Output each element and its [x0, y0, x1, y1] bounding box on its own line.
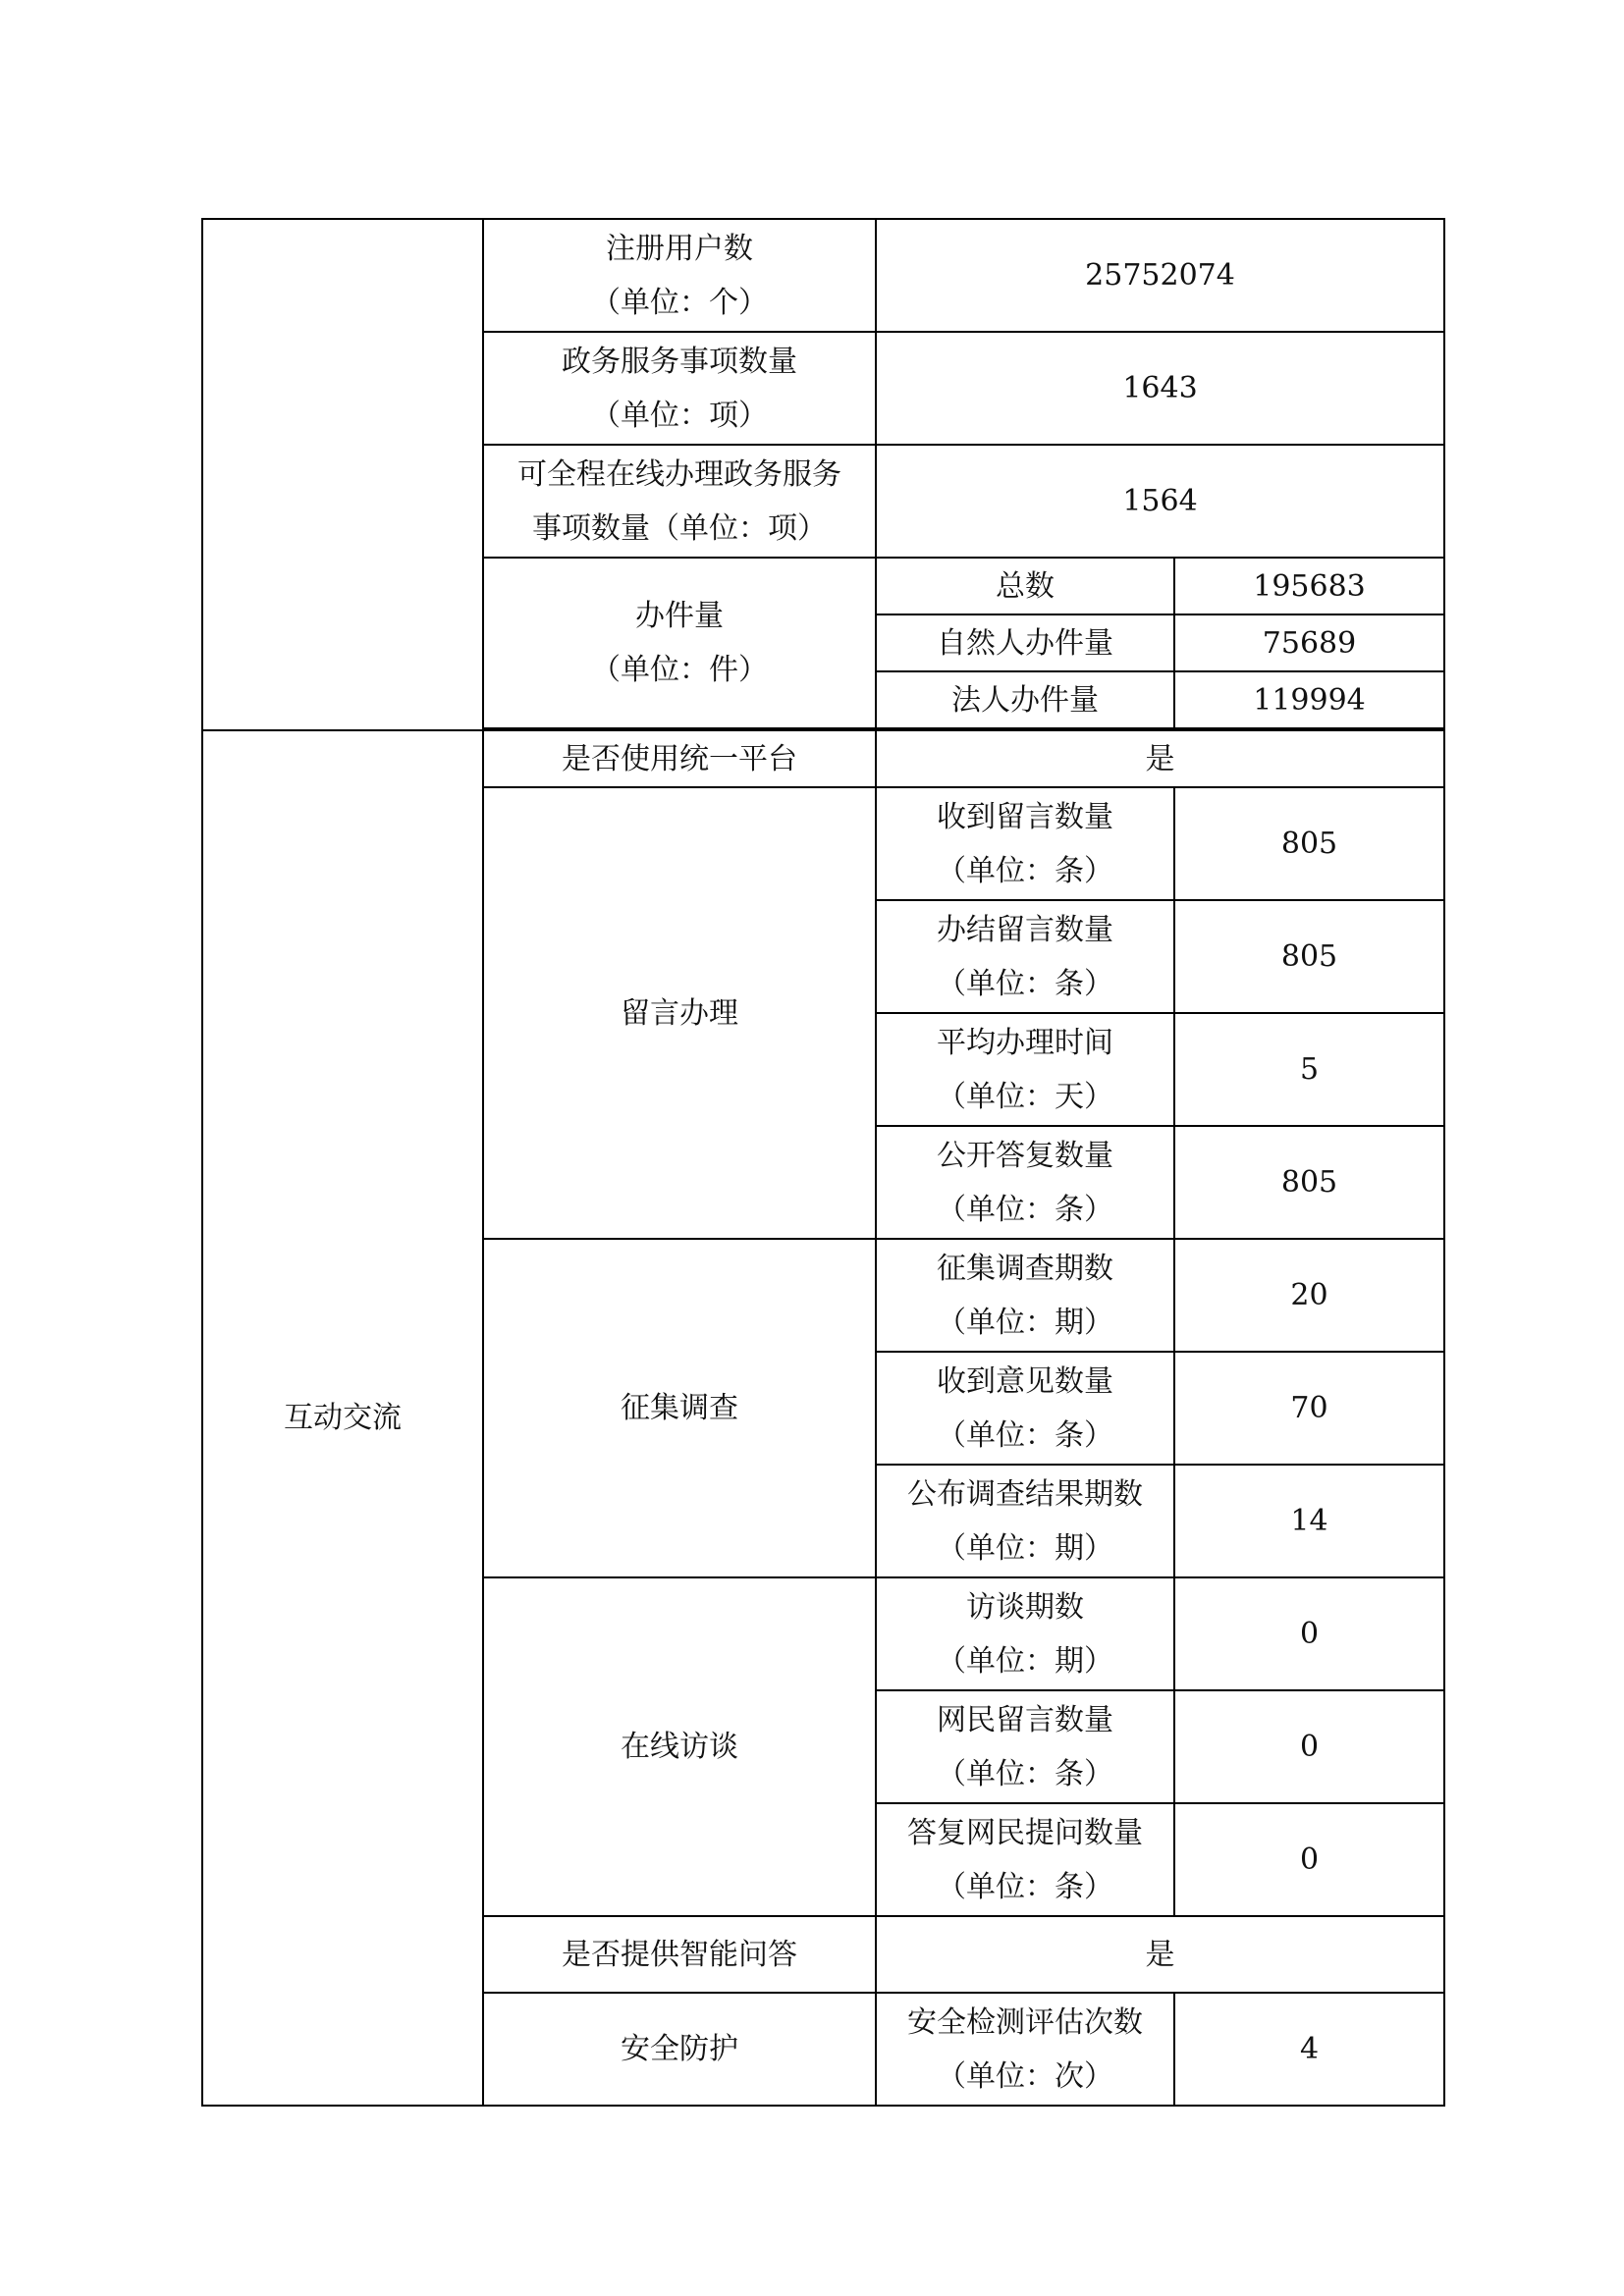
messages-label: 留言办理 [483, 787, 876, 1239]
interviews-replies-unit: （单位：条） [937, 1869, 1113, 1904]
messages-received-value: 805 [1174, 787, 1444, 900]
interaction-category: 互动交流 [202, 730, 483, 2106]
cases-legal-person-label: 法人办件量 [876, 671, 1174, 728]
interviews-messages-value: 0 [1174, 1690, 1444, 1803]
messages-public-replies-value: 805 [1174, 1126, 1444, 1239]
registered-users-label: 注册用户数 [606, 231, 753, 266]
cases-unit: （单位：件） [591, 653, 768, 687]
interviews-periods-value: 0 [1174, 1577, 1444, 1690]
smart-qa-label: 是否提供智能问答 [483, 1916, 876, 1993]
surveys-opinions-label: 收到意见数量 [937, 1363, 1113, 1399]
surveys-periods-value: 20 [1174, 1239, 1444, 1352]
registered-users-value: 25752074 [876, 219, 1444, 332]
cases-legal-person-value: 119994 [1174, 671, 1444, 728]
registered-users-label-cell [483, 219, 876, 332]
interviews-replies-label-cell [876, 1803, 1174, 1916]
interviews-periods-label: 访谈期数 [966, 1589, 1084, 1625]
interviews-replies-label: 答复网民提问数量 [907, 1815, 1143, 1850]
smart-qa-value: 是 [876, 1916, 1444, 1993]
messages-closed-label-cell [876, 900, 1174, 1013]
cases-natural-person-label: 自然人办件量 [876, 614, 1174, 671]
security-assessments-label: 安全检测评估次数 [907, 2004, 1143, 2040]
messages-received-label: 收到留言数量 [937, 799, 1113, 834]
surveys-periods-label: 征集调查期数 [937, 1251, 1113, 1286]
interviews-periods-unit: （单位：期） [937, 1643, 1113, 1679]
service-items-label-cell [483, 332, 876, 445]
service-items-value: 1643 [876, 332, 1444, 445]
security-assessments-value: 4 [1174, 1993, 1444, 2106]
surveys-periods-label-cell [876, 1239, 1174, 1352]
cases-total-value: 195683 [1174, 558, 1444, 614]
surveys-results-label: 公布调查结果期数 [907, 1476, 1143, 1512]
messages-avg-time-label: 平均办理时间 [937, 1025, 1113, 1060]
messages-closed-value: 805 [1174, 900, 1444, 1013]
interviews-replies-value: 0 [1174, 1803, 1444, 1916]
service-items-unit: （单位：项） [591, 398, 768, 433]
interviews-messages-unit: （单位：条） [937, 1756, 1113, 1791]
table-row [202, 730, 1444, 787]
table-row [202, 219, 1444, 332]
service-items-label: 政务服务事项数量 [562, 344, 797, 379]
category-cell-blank [202, 219, 483, 730]
surveys-results-value: 14 [1174, 1465, 1444, 1577]
cases-natural-person-value: 75689 [1174, 614, 1444, 671]
interviews-messages-label-cell [876, 1690, 1174, 1803]
messages-closed-unit: （单位：条） [937, 966, 1113, 1001]
messages-public-replies-unit: （单位：条） [937, 1192, 1113, 1227]
messages-avg-time-value: 5 [1174, 1013, 1444, 1126]
interviews-messages-label: 网民留言数量 [937, 1702, 1113, 1737]
messages-avg-time-label-cell [876, 1013, 1174, 1126]
online-items-label-line2: 事项数量（单位：项） [532, 510, 827, 546]
interviews-label: 在线访谈 [483, 1577, 876, 1916]
surveys-opinions-unit: （单位：条） [937, 1417, 1113, 1453]
online-items-label-line1: 可全程在线办理政务服务 [517, 456, 841, 492]
messages-avg-time-unit: （单位：天） [937, 1079, 1113, 1114]
surveys-opinions-label-cell [876, 1352, 1174, 1465]
security-assessments-unit: （单位：次） [937, 2058, 1113, 2094]
cases-label: 办件量 [635, 599, 724, 633]
messages-received-unit: （单位：条） [937, 853, 1113, 888]
messages-public-replies-label-cell [876, 1126, 1174, 1239]
security-category: 安全防护 [483, 1993, 876, 2106]
cases-total-label: 总数 [876, 558, 1174, 614]
online-items-label-cell [483, 445, 876, 558]
cases-label-cell [483, 558, 876, 728]
security-assessments-label-cell [876, 1993, 1174, 2106]
statistics-table [201, 218, 1445, 2107]
surveys-periods-unit: （单位：期） [937, 1305, 1113, 1340]
online-items-value: 1564 [876, 445, 1444, 558]
surveys-results-unit: （单位：期） [937, 1530, 1113, 1566]
registered-users-unit: （单位：个） [591, 285, 768, 320]
unified-platform-value: 是 [876, 730, 1444, 787]
surveys-label: 征集调查 [483, 1239, 876, 1577]
interviews-periods-label-cell [876, 1577, 1174, 1690]
surveys-results-label-cell [876, 1465, 1174, 1577]
surveys-opinions-value: 70 [1174, 1352, 1444, 1465]
messages-closed-label: 办结留言数量 [937, 912, 1113, 947]
unified-platform-label: 是否使用统一平台 [483, 730, 876, 787]
messages-public-replies-label: 公开答复数量 [937, 1138, 1113, 1173]
messages-received-label-cell [876, 787, 1174, 900]
